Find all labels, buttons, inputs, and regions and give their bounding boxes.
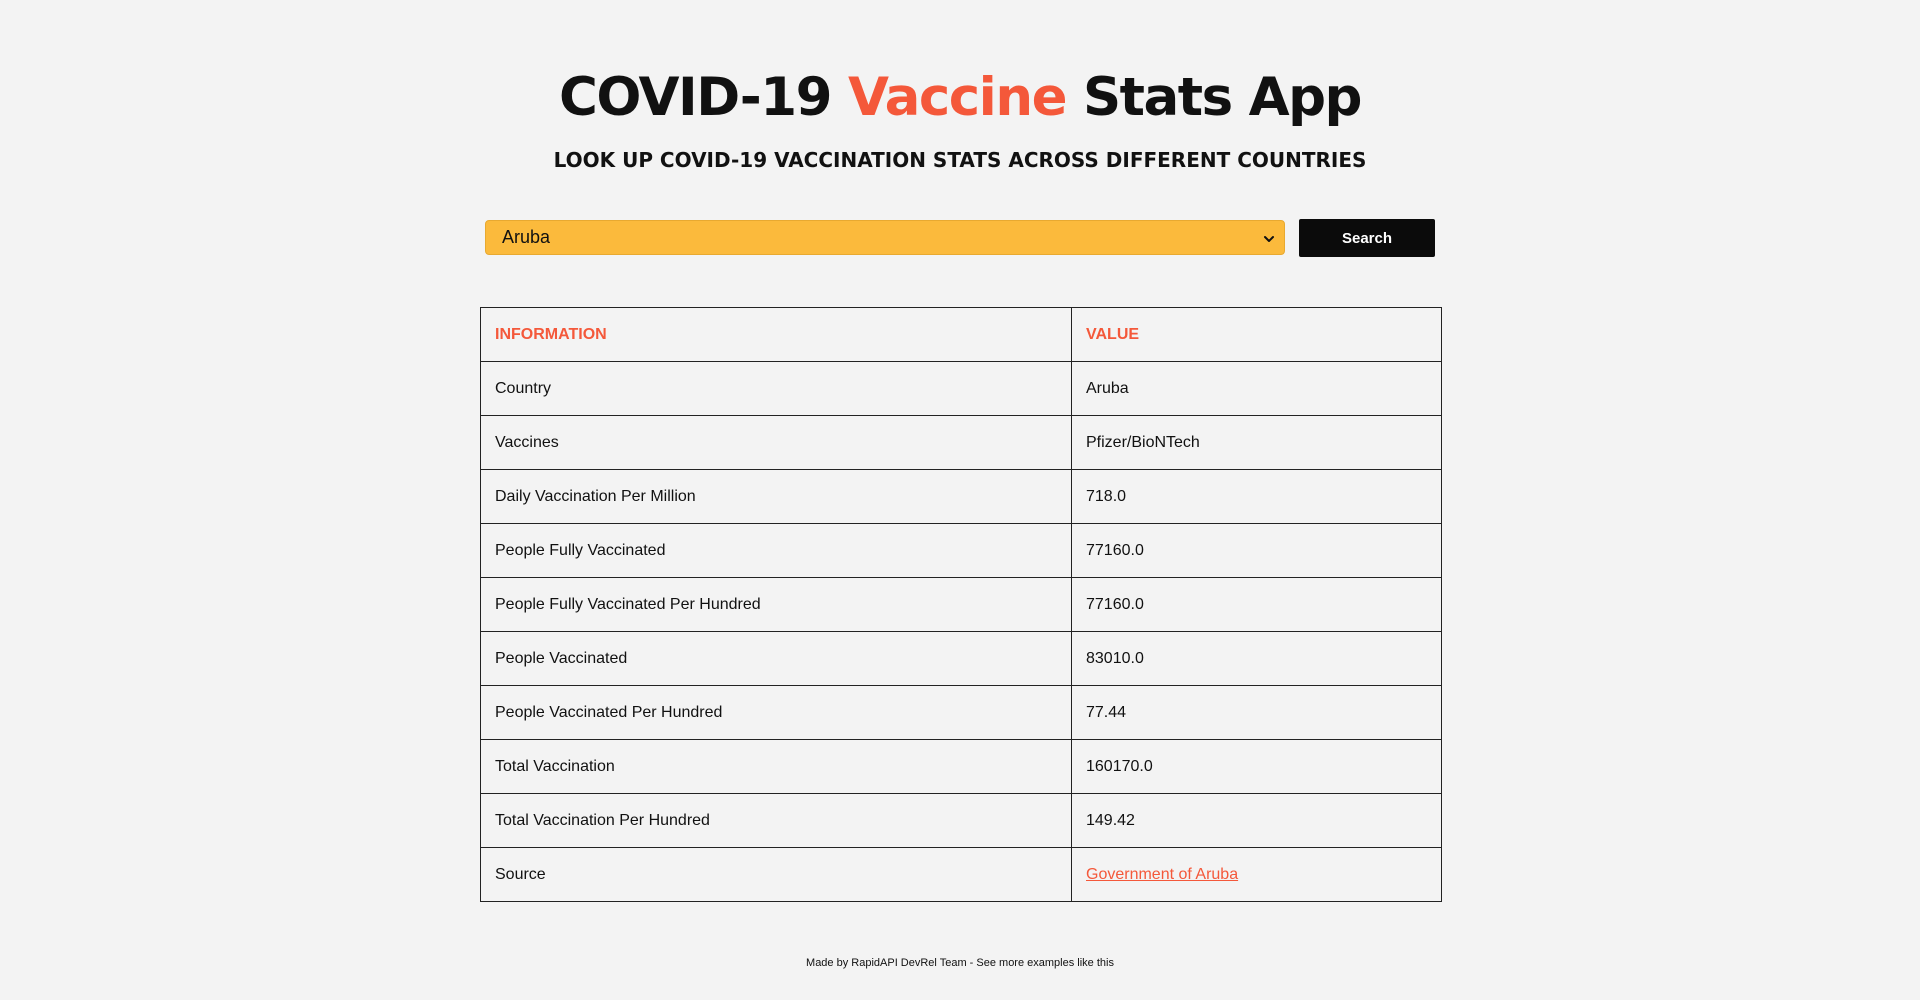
table-row	[481, 524, 1442, 578]
row-value: Aruba	[1072, 362, 1442, 416]
row-value: 77160.0	[1072, 524, 1442, 578]
row-value: 83010.0	[1072, 632, 1442, 686]
row-value: 149.42	[1072, 794, 1442, 848]
search-button[interactable]: Search	[1299, 219, 1435, 257]
row-value: 718.0	[1072, 470, 1442, 524]
row-value: 77.44	[1072, 686, 1442, 740]
table-row	[481, 416, 1442, 470]
title-accent: Vaccine	[847, 67, 1067, 128]
table-row	[481, 740, 1442, 794]
row-value: 77160.0	[1072, 578, 1442, 632]
column-header-value: VALUE	[1072, 308, 1442, 362]
row-label: Daily Vaccination Per Million	[481, 470, 1072, 524]
row-label: People Fully Vaccinated	[481, 524, 1072, 578]
stats-table	[480, 307, 1442, 902]
column-header-information: INFORMATION	[481, 308, 1072, 362]
country-select[interactable]	[485, 220, 1285, 255]
country-select-value: Aruba	[502, 227, 551, 247]
row-label: Country	[481, 362, 1072, 416]
row-label: People Fully Vaccinated Per Hundred	[481, 578, 1072, 632]
table-header-row	[481, 308, 1442, 362]
table-row	[481, 362, 1442, 416]
table-row	[481, 686, 1442, 740]
source-link[interactable]: Government of Aruba	[1086, 865, 1239, 883]
stats-table-body	[481, 362, 1442, 902]
table-row	[481, 470, 1442, 524]
table-row-source	[481, 848, 1442, 902]
table-row	[481, 578, 1442, 632]
row-label: Source	[481, 848, 1072, 902]
page-title	[0, 64, 1920, 132]
page-subtitle: LOOK UP COVID-19 VACCINATION STATS ACROSS DIFFERENT COUNTRIES	[553, 148, 1367, 172]
chevron-down-icon	[1263, 232, 1275, 244]
table-row	[481, 794, 1442, 848]
footer-credit[interactable]: Made by RapidAPI DevRel Team - See more examples like this	[806, 957, 1114, 969]
row-value	[1072, 848, 1442, 902]
row-label: Total Vaccination	[481, 740, 1072, 794]
row-label: Vaccines	[481, 416, 1072, 470]
row-value: Pfizer/BioNTech	[1072, 416, 1442, 470]
row-label: People Vaccinated Per Hundred	[481, 686, 1072, 740]
title-prefix: COVID-19	[559, 67, 848, 128]
row-value: 160170.0	[1072, 740, 1442, 794]
table-row	[481, 632, 1442, 686]
row-label: Total Vaccination Per Hundred	[481, 794, 1072, 848]
title-suffix: Stats App	[1066, 67, 1361, 128]
row-label: People Vaccinated	[481, 632, 1072, 686]
